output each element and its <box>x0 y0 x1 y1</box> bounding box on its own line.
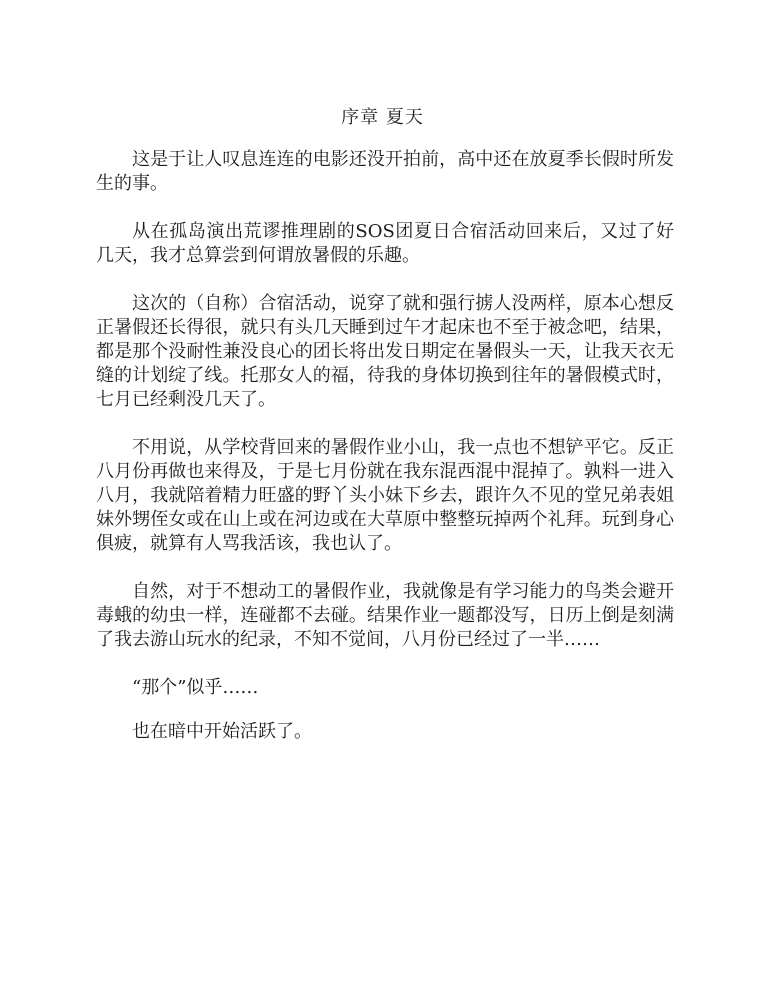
paragraph: 也在暗中开始活跃了。 <box>132 721 312 742</box>
paragraph: 这次的（自称）合宿活动，说穿了就和强行掳人没两样，原本心想反正暑假还长得很，就只有头几天睡到过午才起床也不至于被念吧，结果，都是那个没耐性兼没良心的团长将出发日期定在暑假头一天，让我天衣无缝的计划绽了线。托那女人的福，待我的身体切换到往年的暑假模式时，七月已经剩没几天了。 <box>96 293 674 410</box>
paragraph: 从在孤岛演出荒谬推理剧的SOS团夏日合宿活动回来后，又过了好几天，我才总算尝到何谓放暑假的乐趣。 <box>96 221 674 266</box>
chapter-title: 序章 夏天 <box>341 107 424 128</box>
paragraph: 不用说，从学校背回来的暑假作业小山，我一点也不想铲平它。反正八月份再做也来得及，于是七月份就在我东混西混中混掉了。孰料一进入八月，我就陪着精力旺盛的野丫头小妹下乡去，跟许久不见的堂兄弟表姐妹外甥侄女或在山上或在河边或在大草原中整整玩掉两个礼拜。玩到身心俱疲，就算有人骂我活该，我也认了。 <box>96 437 674 554</box>
paragraph: 这是于让人叹息连连的电影还没开拍前，高中还在放夏季长假时所发生的事。 <box>96 149 674 194</box>
chapter-body <box>96 148 674 768</box>
paragraph: 自然，对于不想动工的暑假作业，我就像是有学习能力的鸟类会避开毒蛾的幼虫一样，连碰都不去碰。结果作业一题都没写，日历上倒是刻满了我去游山玩水的纪录，不知不觉间，八月份已经过了一半…… <box>96 581 674 650</box>
paragraph: “那个”似乎…… <box>132 677 259 698</box>
